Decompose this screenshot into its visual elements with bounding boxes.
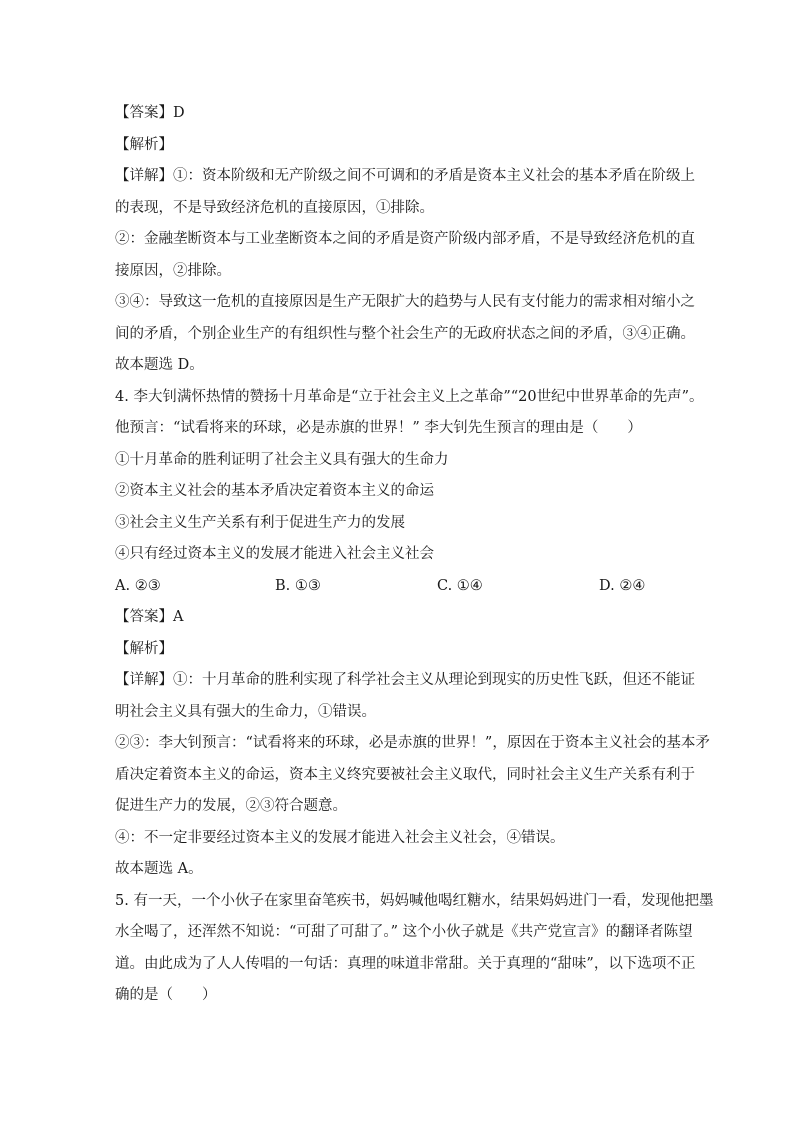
document-content bbox=[115, 98, 714, 1012]
question-4-stem: 他预言：“试看将来的环球，必是赤旗的世界！” 李大钊先生预言的理由是（ ） bbox=[115, 420, 642, 436]
answer-label-q3: 【答案】D bbox=[115, 105, 185, 121]
option-b: B. ①③ bbox=[275, 577, 321, 594]
answer-options bbox=[115, 571, 685, 603]
question-5-stem: 5. 有一天，一个小伙子在家里奋笔疾书，妈妈喊他喝红糖水，结果妈妈进门一看，发现他把墨 bbox=[115, 892, 714, 909]
analysis-label-q4: 【解析】 bbox=[115, 640, 173, 657]
statement-4: ④只有经过资本主义的发展才能进入社会主义社会 bbox=[115, 546, 434, 562]
analysis-label-q3: 【解析】 bbox=[115, 136, 173, 153]
option-d: D. ②④ bbox=[599, 577, 646, 594]
explanation-line: 接原因，②排除。 bbox=[115, 262, 231, 279]
question-5-stem: 道。由此成为了人人传唱的一句话：真理的味道非常甜。关于真理的“甜味”，以下选项不正 bbox=[115, 955, 696, 972]
statement-1: ①十月革命的胜利证明了社会主义具有强大的生命力 bbox=[115, 451, 449, 468]
explanation-line: ④：不一定非要经过资本主义的发展才能进入社会主义社会，④错误。 bbox=[115, 829, 565, 846]
explanation-line: ②：金融垄断资本与工业垄断资本之间的矛盾是资产阶级内部矛盾，不是导致经济危机的直 bbox=[115, 231, 695, 247]
explanation-line: ②③：李大钊预言：“试看将来的环球，必是赤旗的世界！”，原因在于资本主义社会的基本矛 bbox=[115, 735, 710, 751]
explanation-line: 盾决定着资本主义的命运，资本主义终究要被社会主义取代，同时社会主义生产关系有利于 bbox=[115, 766, 695, 783]
explanation-line: 【详解】①：十月革命的胜利实现了科学社会主义从理论到现实的历史性飞跃，但还不能证 bbox=[115, 672, 695, 688]
conclusion-line: 故本题选 D。 bbox=[115, 357, 204, 373]
conclusion-line: 故本题选 A。 bbox=[115, 861, 203, 877]
statement-3: ③社会主义生产关系有利于促进生产力的发展 bbox=[115, 514, 405, 531]
question-5-stem: 水全喝了，还浑然不知说：“可甜了可甜了。” 这个小伙子就是《共产党宣言》的翻译者陈望 bbox=[115, 924, 693, 940]
explanation-line: 间的矛盾，个别企业生产的有组织性与整个社会生产的无政府状态之间的矛盾，③④正确。 bbox=[115, 325, 695, 342]
explanation-line: 【详解】①：资本阶级和无产阶级之间不可调和的矛盾是资本主义社会的基本矛盾在阶级上 bbox=[115, 168, 695, 184]
answer-label-q4: 【答案】A bbox=[115, 609, 184, 625]
explanation-line: 明社会主义具有强大的生命力，①错误。 bbox=[115, 703, 376, 720]
explanation-line: 促进生产力的发展，②③符合题意。 bbox=[115, 798, 347, 814]
question-5-stem: 确的是（ ） bbox=[115, 987, 217, 1003]
statement-2: ②资本主义社会的基本矛盾决定着资本主义的命运 bbox=[115, 483, 434, 499]
option-c: C. ①④ bbox=[437, 577, 483, 594]
question-4-stem: 4. 李大钊满怀热情的赞扬十月革命是“立于社会主义上之革命”“20世纪中世界革命的先声”。 bbox=[115, 388, 704, 405]
option-a: A. ②③ bbox=[115, 577, 161, 594]
explanation-line: ③④：导致这一危机的直接原因是生产无限扩大的趋势与人民有支付能力的需求相对缩小之 bbox=[115, 294, 695, 310]
explanation-line: 的表现，不是导致经济危机的直接原因，①排除。 bbox=[115, 199, 434, 216]
